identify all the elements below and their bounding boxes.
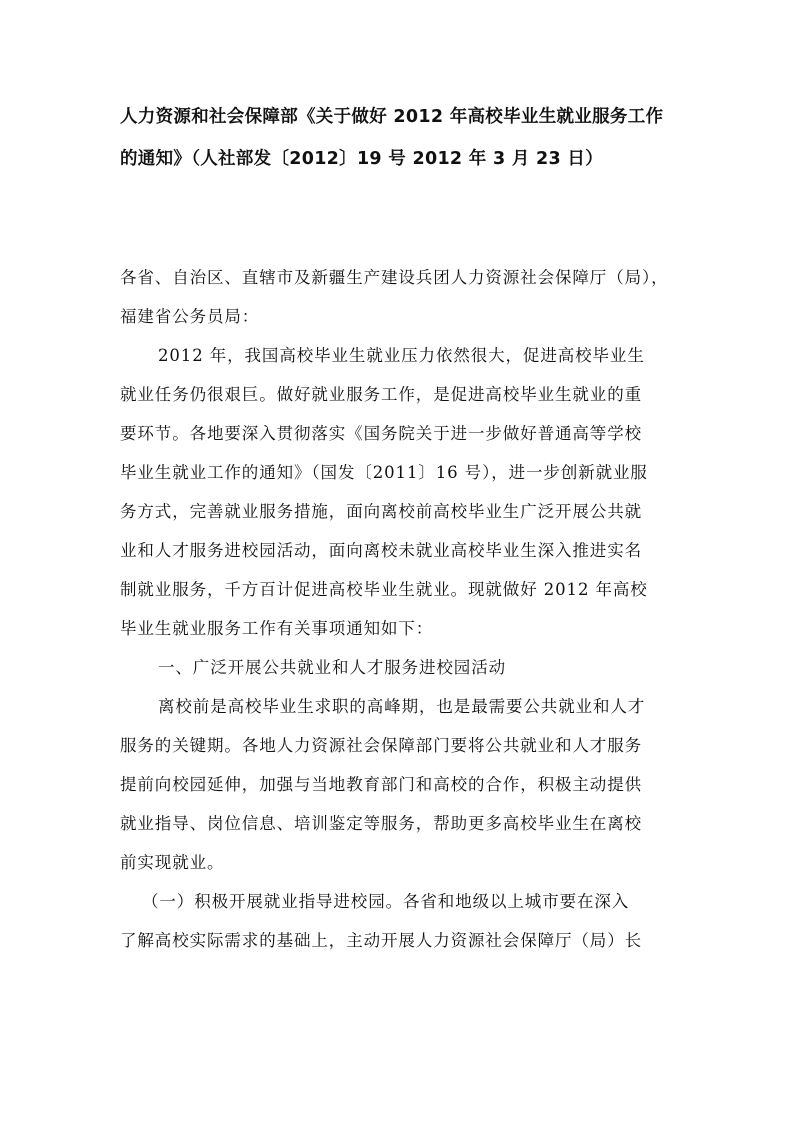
section-heading: 一、广泛开展公共就业和人才服务进校园活动 (158, 658, 506, 677)
paragraph-line: 要环节。各地要深入贯彻落实《国务院关于进一步做好普通高等学校 (120, 424, 642, 443)
paragraph-line: 就业任务仍很艰巨。做好就业服务工作，是促进高校毕业生就业的重 (120, 385, 642, 404)
paragraph-line: 服务的关键期。各地人力资源社会保障部门要将公共就业和人才服务 (120, 736, 642, 755)
paragraph-line: 毕业生就业工作的通知》（国发〔2011〕16 号），进一步创新就业服 (120, 463, 648, 482)
document-title (120, 96, 690, 180)
paragraph-line: 2012 年，我国高校毕业生就业压力依然很大，促进高校毕业生 (158, 346, 645, 365)
paragraph-line: 离校前是高校毕业生求职的高峰期，也是最需要公共就业和人才 (158, 697, 646, 716)
paragraph-line: 务方式，完善就业服务措施，面向离校前高校毕业生广泛开展公共就 (120, 502, 642, 521)
paragraph-line: 提前向校园延伸，加强与当地教育部门和高校的合作，积极主动提供 (120, 775, 642, 794)
subsection-line: （一）积极开展就业指导进校园。各省和地级以上城市要在深入 (142, 892, 630, 911)
paragraph-line: 就业指导、岗位信息、培训鉴定等服务，帮助更多高校毕业生在离校 (120, 814, 642, 833)
paragraph-line: 前实现就业。 (120, 853, 225, 872)
addressee-line: 各省、自治区、直辖市及新疆生产建设兵团人力资源社会保障厅（局）， (120, 268, 669, 287)
paragraph-line: 了解高校实际需求的基础上，主动开展人力资源社会保障厅（局）长 (120, 931, 642, 950)
paragraph-line: 业和人才服务进校园活动，面向离校未就业高校毕业生深入推进实名 (120, 541, 642, 560)
addressee-line: 福建省公务员局： (120, 307, 260, 326)
document-body (120, 258, 695, 960)
paragraph-line: 毕业生就业服务工作有关事项通知如下： (120, 619, 434, 638)
title-line-1: 人力资源和社会保障部《关于做好 2012 年高校毕业生就业服务工作 (120, 107, 664, 127)
paragraph-line: 制就业服务，千方百计促进高校毕业生就业。现就做好 2012 年高校 (120, 580, 648, 599)
title-line-2: 的通知》（人社部发〔2012〕19 号 2012 年 3 月 23 日） (120, 149, 603, 169)
